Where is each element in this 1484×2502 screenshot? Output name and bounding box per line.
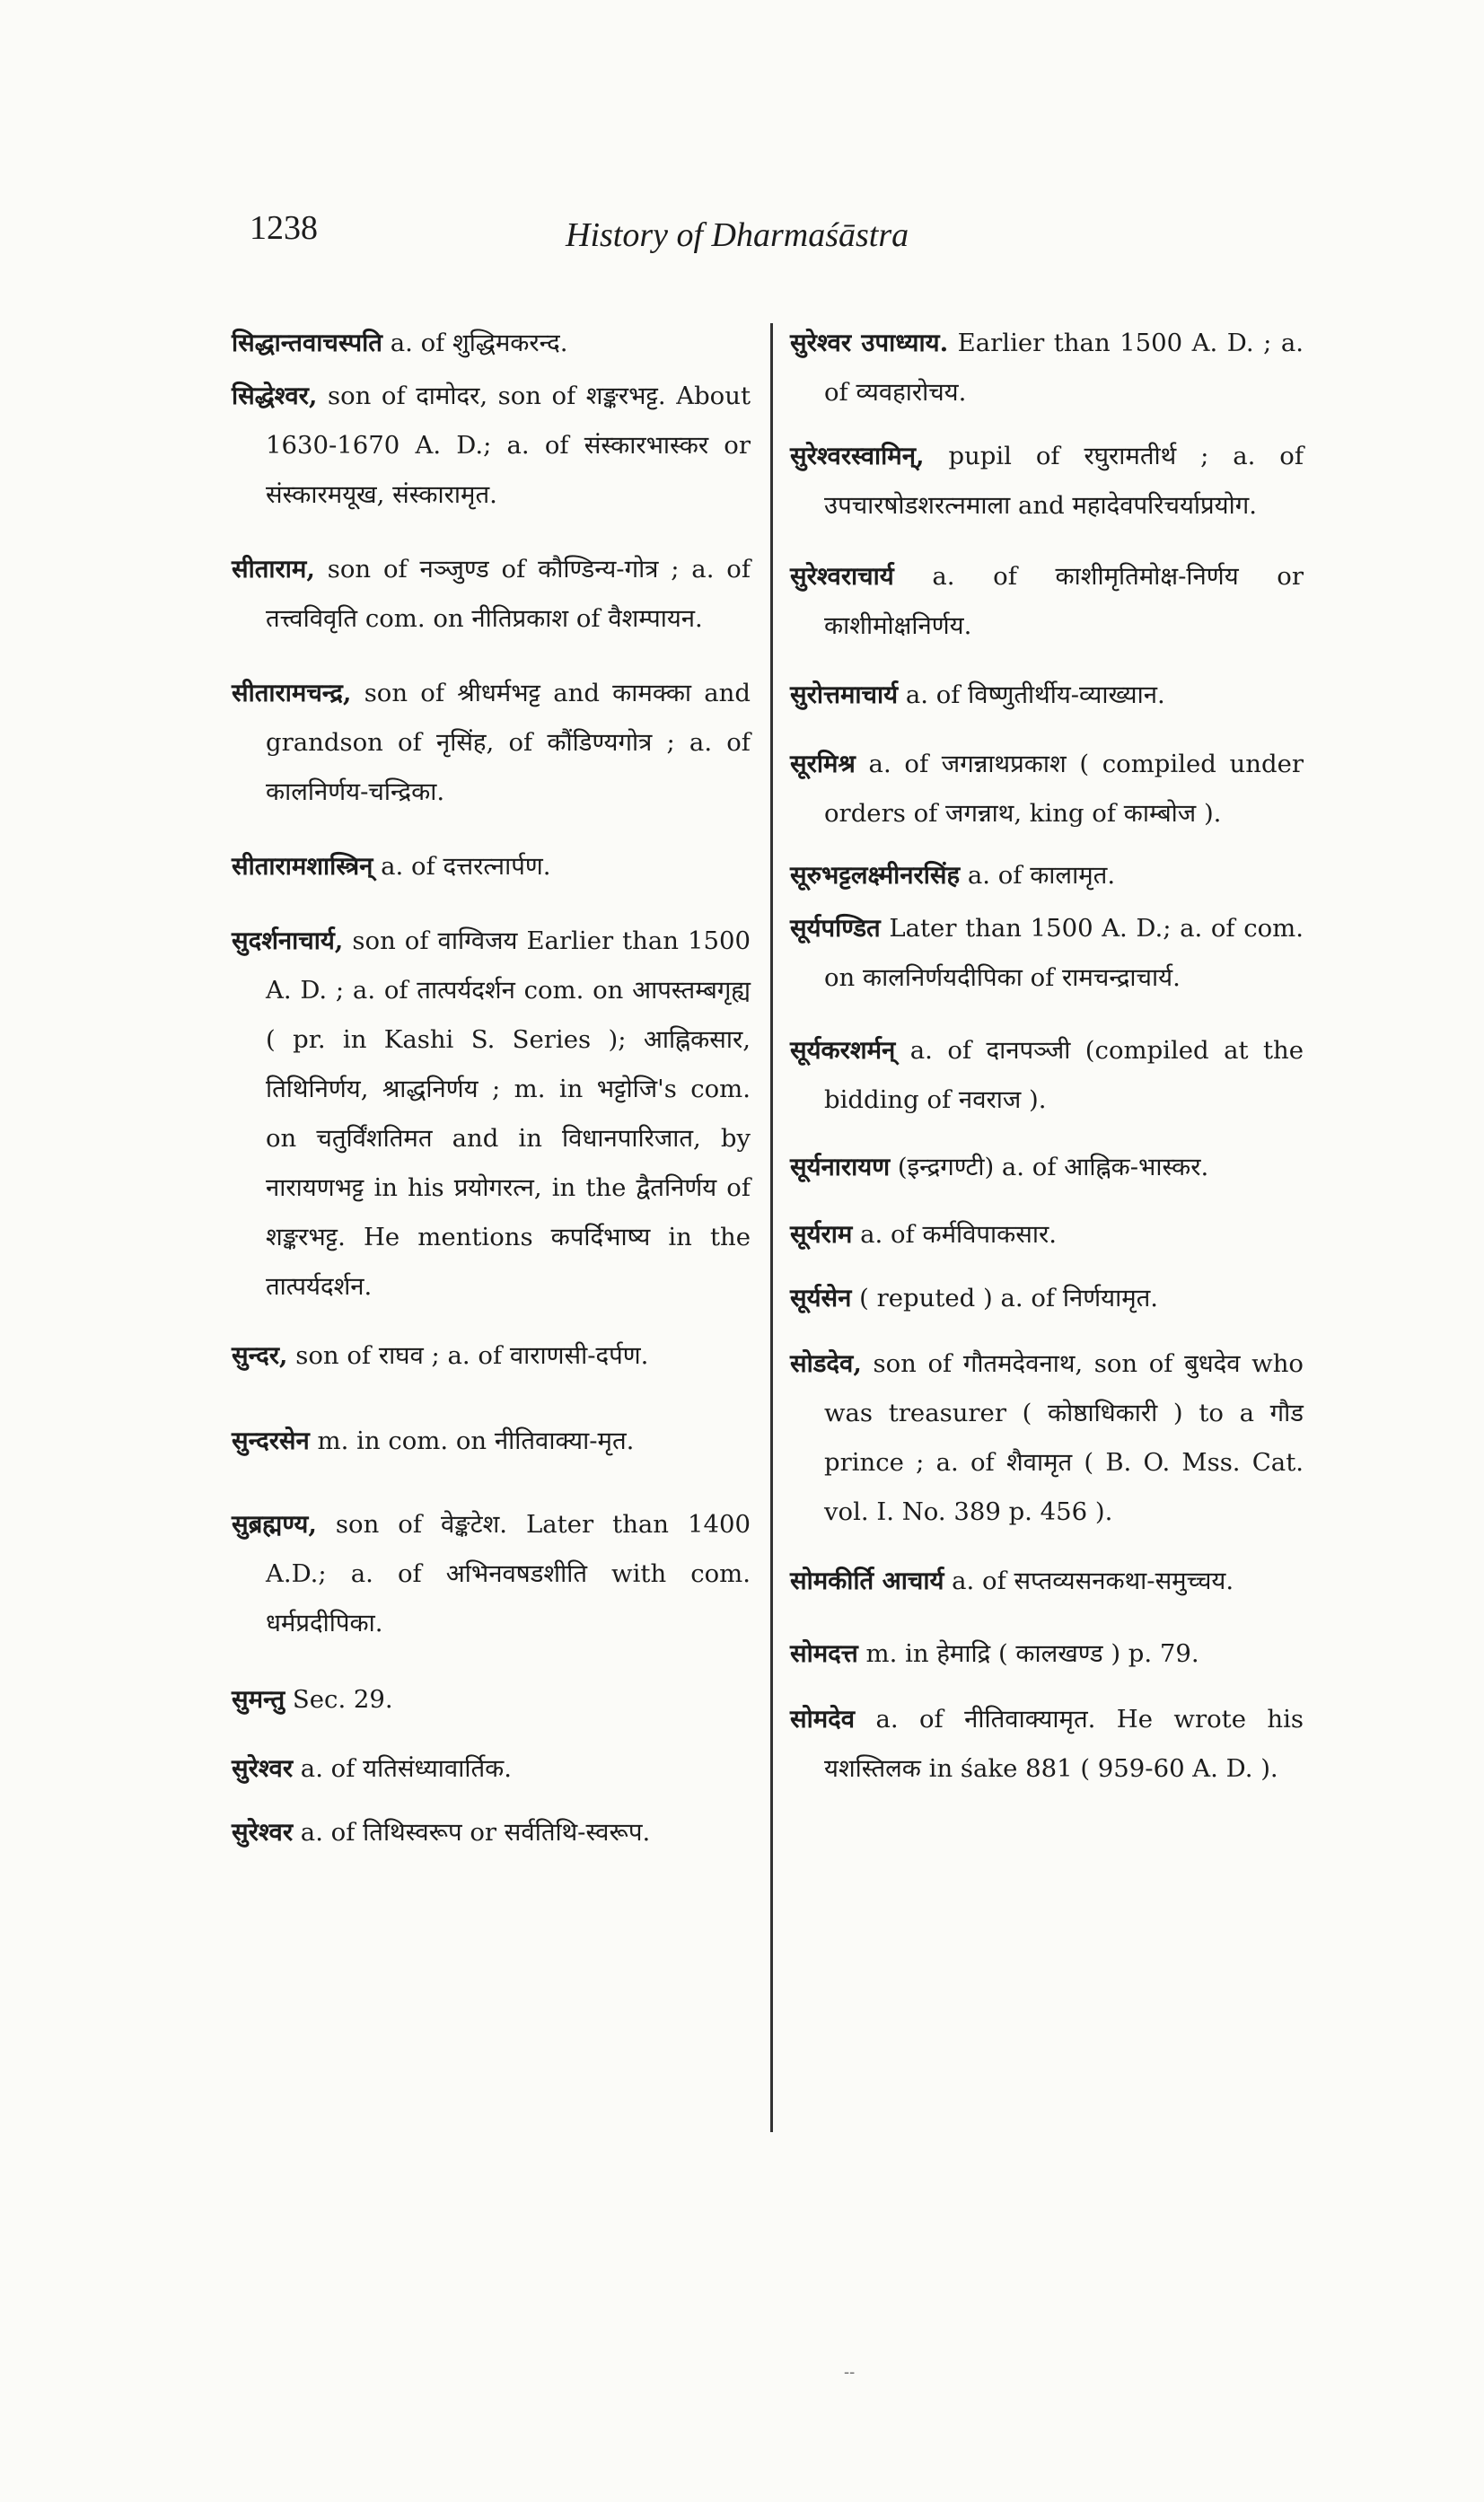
dictionary-entry xyxy=(790,1143,1304,1192)
entry-text: ( reputed ) a. of निर्णयामृत. xyxy=(851,1284,1159,1312)
dictionary-entry xyxy=(790,1274,1304,1323)
entry-headword: सूर्यराम xyxy=(790,1220,853,1249)
entry-text: pupil of रघुरामतीर्थ ; a. of उपचारषोडशरत्नमाला and महादेवपरिचर्याप्रयोग. xyxy=(824,442,1304,520)
column-divider xyxy=(770,323,773,2132)
dictionary-entry xyxy=(790,1629,1304,1679)
entry-text: a. of कर्मविपाकसार. xyxy=(852,1220,1057,1249)
entry-headword: सूर्यसेन xyxy=(790,1284,852,1312)
entry-text: m. in हेमाद्रि ( कालखण्ड ) p. 79. xyxy=(857,1639,1199,1668)
entry-headword: सुरोत्तमाचार्य xyxy=(790,680,899,709)
dictionary-entry xyxy=(232,1675,751,1725)
entry-headword: सूर्यपण्डित xyxy=(790,914,881,943)
dictionary-entry xyxy=(232,1808,751,1857)
entry-headword: सुब्रह्मण्य, xyxy=(232,1510,317,1539)
entry-text: a. of दत्तरत्नार्पण. xyxy=(373,852,551,881)
page-number: 1238 xyxy=(250,209,318,247)
entry-text: (इन्द्रगण्टी) a. of आह्निक-भास्कर. xyxy=(890,1153,1209,1181)
dictionary-entry xyxy=(790,671,1304,720)
entry-headword: सूरुभट्टलक्ष्मीनरसिंह xyxy=(790,861,961,890)
entry-headword: सुरेश्वर xyxy=(232,1818,294,1847)
dictionary-entry xyxy=(232,545,751,644)
entry-headword: सोमदेव xyxy=(790,1705,856,1734)
entry-headword: सुरेश्वर xyxy=(232,1754,294,1783)
entry-text: a. of सप्तव्यसनकथा-समुच्चय. xyxy=(944,1567,1234,1595)
dictionary-entry xyxy=(790,319,1304,417)
dictionary-entry xyxy=(790,552,1304,651)
entry-headword: सुन्दरसेन xyxy=(232,1427,310,1455)
running-title: History of Dharmaśāstra xyxy=(566,216,909,254)
entry-text: son of नञ्जुण्ड of कौण्डिन्य-गोत्र ; a. of तत्त्वविवृति com. on नीतिप्रकाश of वैशम्पायन. xyxy=(266,555,751,633)
dictionary-entry xyxy=(790,1210,1304,1260)
dictionary-entry xyxy=(232,669,751,817)
entry-text: son of राघव ; a. of वाराणसी-दर्पण. xyxy=(287,1341,649,1370)
entry-headword: सुरेश्वरस्वामिन्, xyxy=(790,442,925,470)
entry-text: son of गौतमदेवनाथ, son of बुधदेव who was treasurer ( कोष्ठाधिकारी ) to a गौड prince ; a. of शैवामृत ( B. O. Mss. Cat. vol. I. No. 389 p. 456 ). xyxy=(824,1349,1304,1526)
entry-text: a. of दानपञ्जी (compiled at the bidding of नवराज ). xyxy=(824,1036,1304,1114)
entry-text: Later than 1500 A. D.; a. of com. on कालनिर्णयदीपिका of रामचन्द्राचार्य. xyxy=(824,914,1304,992)
dictionary-entry xyxy=(790,1695,1304,1794)
entry-text: a. of जगन्नाथप्रकाश ( compiled under orders of जगन्नाथ, king of काम्बोज ). xyxy=(824,750,1304,828)
dictionary-entry xyxy=(790,851,1304,900)
entry-headword: सुमन्तु xyxy=(232,1685,285,1714)
entry-text: son of वाग्विजय Earlier than 1500 A. D. ; a. of तात्पर्यदर्शन com. on आपस्तम्बगृह्य ( pr. in Kashi S. Series ); आह्निकसार, तिथिनिर्णय, श्राद्धनिर्णय ; m. in भट्टोजि's com. on चतुर्विंशतिमत and in विधानपारिजात, by नारायणभट्ट in his प्रयोगरत्न, in the द्वैतनिर्णय of शङ्करभट्ट. He mentions कपर्दिभाष्य in the तात्पर्यदर्शन. xyxy=(266,926,751,1301)
dictionary-entry xyxy=(232,1417,751,1466)
entry-headword: सूर्यकरशर्मन् xyxy=(790,1036,896,1065)
entry-text: m. in com. on नीतिवाक्या-मृत. xyxy=(309,1427,635,1455)
dictionary-entry xyxy=(790,740,1304,838)
entry-text: a. of यतिसंध्यावार्तिक. xyxy=(293,1754,512,1783)
entry-headword: सिद्धान्तवाचस्पति xyxy=(232,329,382,357)
dictionary-entry xyxy=(790,904,1304,1003)
entry-headword: सुरेश्वर उपाध्याय. xyxy=(790,329,949,357)
dictionary-entry xyxy=(232,372,751,520)
entry-text: a. of विष्णुतीर्थीय-व्याख्यान. xyxy=(898,680,1165,709)
entry-text: son of वेङ्कटेश. Later than 1400 A.D.; a. of अभिनवषडशीति with com. धर्मप्रदीपिका. xyxy=(266,1510,751,1637)
dictionary-entry xyxy=(790,1026,1304,1125)
dictionary-entry xyxy=(232,1500,751,1648)
dictionary-entry xyxy=(232,917,751,1312)
entry-headword: सोडदेव, xyxy=(790,1349,862,1378)
entry-text: Earlier than 1500 A. D. ; a. of व्यवहारोचय. xyxy=(824,329,1304,407)
entry-text: Sec. 29. xyxy=(285,1685,393,1714)
entry-headword: सीतारामशास्त्रिन् xyxy=(232,852,373,881)
footer-mark: -- xyxy=(844,2363,856,2382)
dictionary-entry xyxy=(232,1744,751,1794)
entry-headword: सीताराम, xyxy=(232,555,315,584)
entry-headword: सुरेश्वराचार्य xyxy=(790,562,894,591)
entry-headword: सुन्दर, xyxy=(232,1341,288,1370)
dictionary-entry xyxy=(232,1331,751,1381)
dictionary-entry xyxy=(232,319,751,368)
entry-headword: सूरमिश्र xyxy=(790,750,856,778)
entry-text: a. of शुद्धिमकरन्द. xyxy=(382,329,568,357)
entry-text: a. of तिथिस्वरूप or सर्वतिथि-स्वरूप. xyxy=(293,1818,651,1847)
dictionary-entry xyxy=(232,842,751,891)
entry-headword: सोमदत्त xyxy=(790,1639,858,1668)
entry-text: son of श्रीधर्मभट्ट and कामक्का and grandson of नृसिंह, of कौंडिण्यगोत्र ; a. of कालनिर्णय-चन्द्रिका. xyxy=(266,679,751,806)
entry-text: a. of काशीमृतिमोक्ष-निर्णय or काशीमोक्षनिर्णय. xyxy=(824,562,1304,640)
entry-text: a. of नीतिवाक्यामृत. He wrote his यशस्तिलक in śake 881 ( 959-60 A. D. ). xyxy=(824,1705,1304,1783)
dictionary-entry xyxy=(790,1339,1304,1537)
entry-text: son of दामोदर, son of शङ्करभट्ट. About 1630-1670 A. D.; a. of संस्कारभास्कर or संस्कारमयूख, संस्कारामृत. xyxy=(266,382,751,509)
left-column xyxy=(232,319,751,1857)
entry-headword: सीतारामचन्द्र, xyxy=(232,679,352,707)
dictionary-entry xyxy=(790,1557,1304,1606)
entry-headword: सिद्धेश्वर, xyxy=(232,382,318,410)
right-column xyxy=(790,319,1304,1794)
dictionary-entry xyxy=(790,432,1304,531)
entry-headword: सोमकीर्ति आचार्य xyxy=(790,1567,944,1595)
entry-text: a. of कालामृत. xyxy=(960,861,1116,890)
entry-headword: सूर्यनारायण xyxy=(790,1153,891,1181)
entry-headword: सुदर्शनाचार्य, xyxy=(232,926,344,955)
